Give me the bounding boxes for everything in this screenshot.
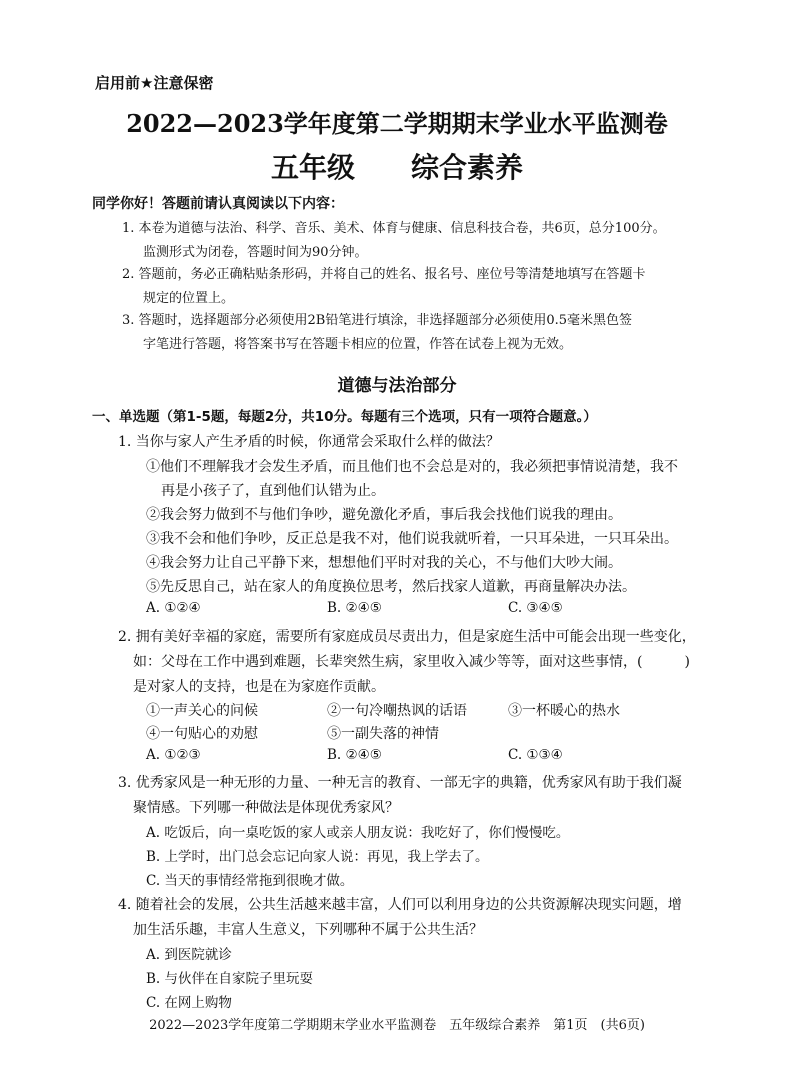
subject-label: 综合素养 xyxy=(411,151,524,184)
question-type-heading: 一、单选题（第1-5题，每题2分，共10分。每题有三个选项，只有一项符合题意。） xyxy=(92,409,597,425)
instruction-item: 3. 答题时，选择题部分必须使用2B铅笔进行填涂，非选择题部分必须使用0.5毫米黑色签 xyxy=(122,313,633,328)
question-4-choice-b: B. 与伙伴在自家院子里玩耍 xyxy=(146,971,314,987)
question-3-choice-c: C. 当天的事情经常拖到很晚才做。 xyxy=(146,873,354,889)
page-footer: 2022—2023学年度第二学期期末学业水平监测卷 五年级综合素养 第1页 (共6页) xyxy=(149,1018,645,1033)
question-3-choice-b: B. 上学时，出门总会忘记向家人说：再见，我上学去了。 xyxy=(146,849,489,865)
question-2-option: ④一句贴心的劝慰 xyxy=(146,726,258,742)
question-2-option: ③一杯暖心的热水 xyxy=(508,703,620,719)
grade-label: 五年级 xyxy=(270,151,355,184)
question-1-option: ⑤先反思自己，站在家人的角度换位思考，然后找家人道歉，再商量解决办法。 xyxy=(146,579,636,595)
instruction-item-cont: 字笔进行答题，将答案书写在答题卡相应的位置，作答在试卷上视为无效。 xyxy=(143,337,573,352)
question-4-stem: 4. 随着社会的发展，公共生活越来越丰富，人们可以利用身边的公共资源解决现实问题，增 xyxy=(118,897,682,913)
question-3-stem-cont: 聚情感。下列哪一种做法是体现优秀家风？ xyxy=(133,800,399,816)
question-2-option: ⑤一副失落的神情 xyxy=(327,726,439,742)
question-2-choice-a: A. ①②③ xyxy=(146,747,201,763)
question-1-choice-a: A. ①②④ xyxy=(146,600,201,616)
question-4-stem-cont: 加生活乐趣，丰富人生意义，下列哪种不属于公共生活？ xyxy=(133,922,483,938)
question-2-stem-cont: 如：父母在工作中遇到难题，长辈突然生病，家里收入减少等等，面对这些事情，( ) xyxy=(133,654,690,670)
exam-subtitle xyxy=(0,146,794,186)
question-1-option: ②我会努力做到不与他们争吵，避免激化矛盾，事后我会找他们说我的理由。 xyxy=(146,507,622,523)
question-2-stem: 2. 拥有美好幸福的家庭，需要所有家庭成员尽责出力，但是家庭生活中可能会出现一些变化， xyxy=(118,629,696,645)
question-1-option-cont: 再是小孩子了，直到他们认错为止。 xyxy=(161,483,385,499)
question-2-choice-c: C. ①③④ xyxy=(508,747,563,763)
question-4-choice-c: C. 在网上购物 xyxy=(146,995,232,1011)
question-2-option: ①一声关心的问候 xyxy=(146,703,258,719)
instructions-greeting: 同学你好！答题前请认真阅读以下内容： xyxy=(92,196,344,212)
exam-title: 2022—2023学年度第二学期期末学业水平监测卷 xyxy=(126,109,668,138)
question-1-choice-c: C. ③④⑤ xyxy=(508,600,563,616)
question-1-stem: 1. 当你与家人产生矛盾的时候，你通常会采取什么样的做法？ xyxy=(118,434,500,450)
question-1-option: ③我不会和他们争吵，反正总是我不对，他们说我就听着，一只耳朵进，一只耳朵出。 xyxy=(146,531,678,547)
question-2-choice-b: B. ②④⑤ xyxy=(327,747,382,763)
question-3-stem: 3. 优秀家风是一种无形的力量、一种无言的教育、一部无字的典籍，优秀家风有助于我们凝 xyxy=(118,775,682,791)
instruction-item: 1. 本卷为道德与法治、科学、音乐、美术、体育与健康、信息科技合卷，共6页，总分100分。 xyxy=(122,221,666,236)
instruction-item-cont: 规定的位置上。 xyxy=(143,291,235,306)
question-2-option: ②一句冷嘲热讽的话语 xyxy=(327,703,467,719)
section-title: 道德与法治部分 xyxy=(337,376,457,396)
question-1-option: ①他们不理解我才会发生矛盾，而且他们也不会总是对的，我必须把事情说清楚，我不 xyxy=(146,459,678,475)
question-2-stem-cont: 是对家人的支持，也是在为家庭作贡献。 xyxy=(133,679,385,695)
question-4-choice-a: A. 到医院就诊 xyxy=(146,947,232,963)
question-3-choice-a: A. 吃饭后，向一桌吃饭的家人或亲人朋友说：我吃好了，你们慢慢吃。 xyxy=(146,825,570,841)
instruction-item-cont: 监测形式为闭卷，答题时间为90分钟。 xyxy=(143,245,368,260)
question-1-choice-b: B. ②④⑤ xyxy=(327,600,382,616)
question-1-option: ④我会努力让自己平静下来，想想他们平时对我的关心，不与他们大吵大闹。 xyxy=(146,555,622,571)
confidential-label: 启用前★注意保密 xyxy=(95,74,214,92)
instruction-item: 2. 答题前，务必正确粘贴条形码，并将自己的姓名、报名号、座位号等清楚地填写在答题卡 xyxy=(122,267,646,282)
